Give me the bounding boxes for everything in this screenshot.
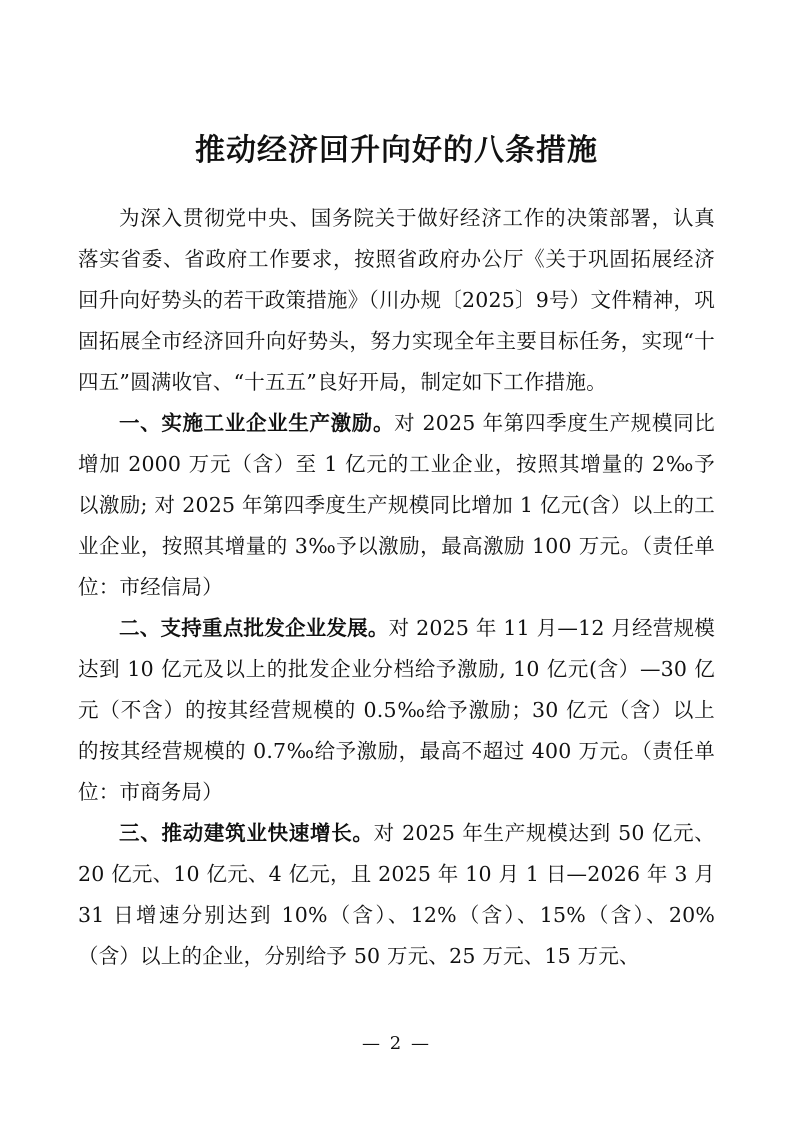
measure-heading-2: 二、支持重点批发企业发展。	[119, 616, 389, 640]
paragraph-measure-1	[78, 403, 715, 608]
paragraph-measure-3	[78, 813, 715, 977]
measure-heading-1: 一、实施工业企业生产激励。	[119, 411, 395, 435]
paragraph-text: 为深入贯彻党中央、国务院关于做好经济工作的决策部署，认真落实省委、省政府工作要求，按照省政府办公厅《关于巩固拓展经济回升向好势头的若干政策措施》（川办规〔2025〕9号）文件精神，巩固拓展全市经济回升向好势头，努力实现全年主要目标任务，实现“十四五”圆满收官、“十五五”良好开局，制定如下工作措施。	[78, 206, 715, 394]
paragraph-intro	[78, 198, 715, 403]
paragraph-text: 对 2025 年第四季度生产规模同比增加 2000 万元（含）至 1 亿元的工业企业，按照其增量的 2‰予以激励; 对 2025 年第四季度生产规模同比增加 1 亿元(含）以上的工业企业，按照其增量的 3‰予以激励，最高激励 100 万元。（责任单位：市经信局）	[78, 411, 715, 599]
page-number: — 2 —	[362, 1033, 431, 1054]
paragraph-measure-2	[78, 608, 715, 813]
document-body	[78, 198, 715, 977]
page-title: 推动经济回升向好的八条措施	[195, 133, 598, 168]
measure-heading-3: 三、推动建筑业快速增长。	[119, 821, 374, 845]
paragraph-text: 对 2025 年 11 月—12 月经营规模达到 10 亿元及以上的批发企业分档给予激励, 10 亿元(含）—30 亿元（不含）的按其经营规模的 0.5‰给予激励；30 亿元（含）以上的按其经营规模的 0.7‰给予激励，最高不超过 400 万元。（责任单位：市商务局）	[78, 616, 715, 804]
paragraph-text: 对 2025 年生产规模达到 50 亿元、20 亿元、10 亿元、4 亿元，且 2025 年 10 月 1 日—2026 年 3 月 31 日增速分别达到 10%（含）、12%（含）、15%（含）、20%（含）以上的企业，分别给予 50 万元、25 万元、15 万元、	[78, 821, 715, 968]
